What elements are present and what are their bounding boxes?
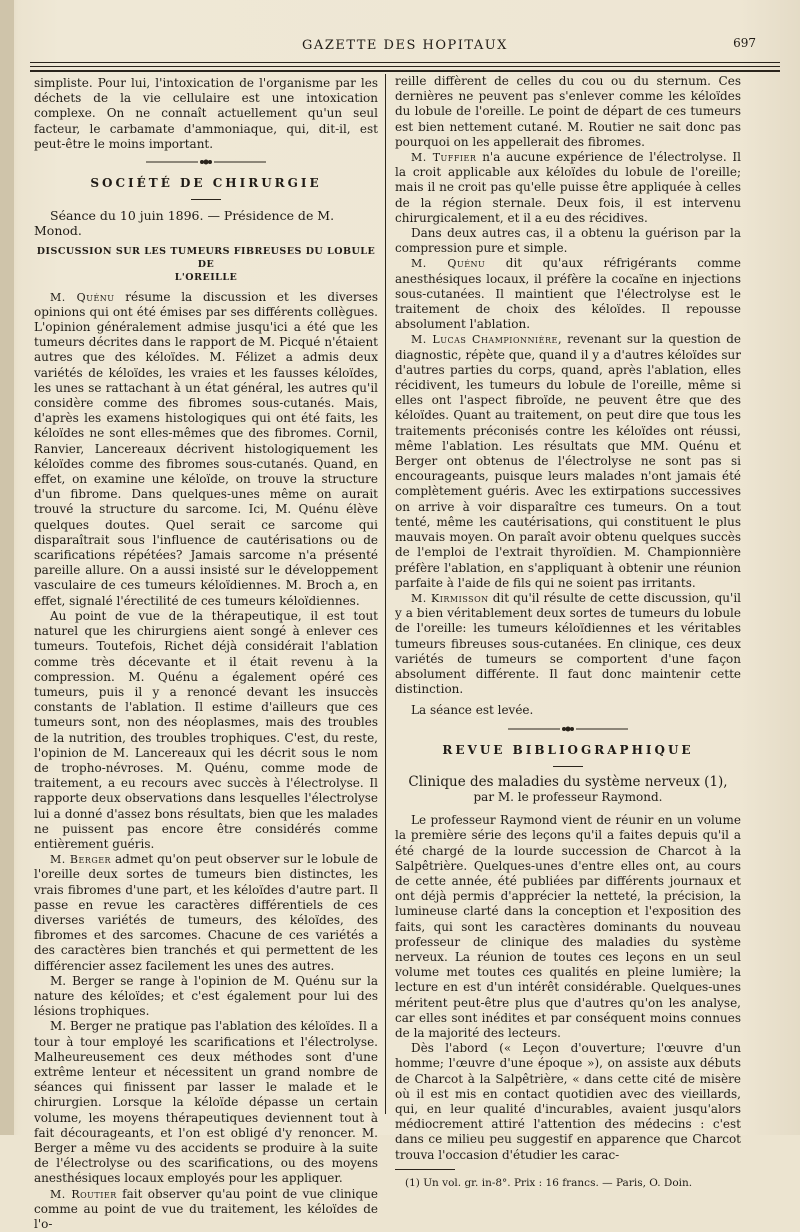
- footnote-rule: [395, 1169, 455, 1170]
- paragraph-review-2: Dès l'abord (« Leçon d'ouverture; l'œuvre d'un homme; l'œuvre d'une époque »), on assiste aux débuts de Charcot à la Salpêtrière, « dans cette cité de misère où il est mis en contact quotidien avec des vieillards, qui, en leur qualité d'incurables, avaient jusqu'alors médiocrement attiré l'attention des médecins : c'est dans ce milieu peu suggestif en apparence que Charcot trouva l'occasion d'étudier les carac-: [395, 1041, 741, 1162]
- header-rule-top: [30, 62, 780, 63]
- paragraph-text: admet qu'on peut observer sur le lobule de l'oreille deux sortes de tumeurs bien distinctes, les vrais fibromes d'une part, et les kéloïdes d'autre part. Il passe en revue les caractères différentiels de ces diverses variétés de tumeurs, des kéloïdes, des fibromes et des sarcomes. Chacune de ces variétés a des caractères bien tranchés et qui permettent de les différencier assez facilement les unes des autres.: [34, 852, 378, 973]
- binding-edge: [0, 0, 14, 1135]
- session-line: Séance du 10 juin 1896. — Présidence de M. Monod.: [34, 208, 335, 239]
- paragraph-kirmisson: [395, 591, 741, 697]
- intro-paragraph: simpliste. Pour lui, l'intoxication de l'organisme par les déchets de la vie cellulaire est une intoxication complexe. On ne connaît actuellement qu'un seul facteur, le carbamate d'ammoniaque, qui, dit-il, est peut-être le moins important.: [34, 76, 378, 151]
- footnote: (1) Un vol. gr. in-8°. Prix : 16 francs. — Paris, O. Doin.: [405, 1176, 693, 1189]
- speaker-name: M. Berger: [50, 853, 112, 867]
- paragraph-seance-levee: La séance est levée.: [411, 703, 534, 718]
- paragraph-routier: [34, 1187, 378, 1232]
- discussion-title-line-2: L'OREILLE: [174, 271, 238, 283]
- speaker-name: M. Lucas Championnière: [411, 333, 558, 347]
- page-number: 697: [733, 36, 756, 50]
- paragraph-berger: [34, 852, 378, 974]
- paragraph-text: , revenant sur la question de diagnostic, répète que, quand il y a d'autres kéloïdes sur d'autres parties du corps, quand, après l'ablation, elles récidivent, les tumeurs du lobule de l'oreille, même si elles ont l'aspect fibroïde, ne peuvent être que des kéloïdes. Quant au traitement, on peut dire que tous les traitements préconisés contre les kéloïdes ont réussi, même l'ablation. Les résultats que MM. Quénu et Berger ont obtenus de l'électrolyse ne sont pas si encourageants, puisque leurs malades n'ont jamais été complètement guéris. Avec les extirpations successives on arrive à voir disparaître ces tumeurs. On a tout tenté, même les cautérisations, qui constituent le plus mauvais moyen. On paraît avoir obtenu quelques succès de l'emploi de l'extrait thyroïdien. M. Championnière préfère l'ablation, en s'appliquant à obtenir une réunion parfaite à l'aide de fils qui ne soient pas irritants.: [395, 332, 741, 590]
- ornament-divider: [34, 156, 378, 170]
- paragraph-text: résume la discussion et les diverses opinions qui ont été émises par ses différents collègues. L'opinion généralement admise jusqu'ici a été que les tumeurs décrites dans le rapport de M. Picqué n'étaient autres que des kéloïdes. M. Félizet a admis deux variétés de kéloïdes, les vraies et les fausses kéloïdes, les unes se rattachant à un état général, les autres qu'il considère comme des fibromes sous-cutanés. Mais, d'après les examens histologiques qui ont été faits, les kéloïdes ne sont elles-mêmes que des fibromes. Cornil, Ranvier, Lancereaux décrivent histologiquement les kéloïdes comme des fibromes sous-cutanés. Quand, en effet, on examine une kéloïde, on trouve la structure d'un fibrome. Dans quelques-unes même on aurait trouvé la structure du sarcome. Ici, M. Quénu élève quelques doutes. Quel serait ce sarcome qui disparaîtrait sous l'influence de cautérisations ou de scarifications répétées? Jamais sarcome n'a présenté pareille allure. On a aussi insisté sur le développement vasculaire de ces tumeurs kéloïdiennes. M. Broch a, en effet, signalé l'érectilité de ces tumeurs kéloïdiennes.: [34, 289, 378, 608]
- section-title-revue: REVUE BIBLIOGRAPHIQUE: [442, 742, 694, 757]
- paragraph-text: n'a aucune expérience de l'électrolyse. Il la croit applicable aux kéloïdes du lobule de l'oreille; mais il ne croit pas qu'elle puisse être appliquée à celles de la région sternale. Deux fois, il est intervenu chirurgicalement, et il a eu des récidives.: [395, 150, 741, 225]
- left-column: [34, 76, 378, 1232]
- paragraph-text: fait observer qu'au point de vue clinique comme au point de vue du traitement, les kéloïdes de l'o-: [34, 1186, 379, 1232]
- ornament-divider: [395, 723, 741, 737]
- column-divider: [385, 74, 386, 1114]
- paragraph-quenu-2: [395, 256, 741, 332]
- paragraph-text: dit qu'aux réfrigérants comme anesthésiques locaux, il préfère la cocaïne en injections sous-cutanées. Il maintient que l'électrolyse est le traitement de choix des kéloïdes. Il repousse absolument l'ablation.: [395, 256, 741, 332]
- book-author: par M. le professeur Raymond.: [473, 789, 663, 804]
- paragraph-berger-opinion: M. Berger se range à l'opinion de M. Quénu sur la nature des kéloïdes; et c'est également pour lui des lésions trophiques.: [34, 973, 378, 1019]
- paragraph-text: dit qu'il résulte de cette discussion, qu'il y a bien véritablement deux sortes de tumeurs du lobule de l'oreille: les tumeurs kéloïdiennes et les véritables tumeurs fibreuses sous-cutanées. En clinique, ces deux variétés de tumeurs se comportent d'une façon absolument différente. Il faut donc maintenir cette distinction.: [395, 590, 742, 697]
- page-header: [30, 36, 780, 58]
- right-column: [395, 74, 741, 1191]
- paragraph-championniere: [395, 332, 741, 590]
- header-rule-bottom: [30, 66, 780, 67]
- paragraph-therapeutique: Au point de vue de la thérapeutique, il est tout naturel que les chirurgiens aient songé à enlever ces tumeurs. Toutefois, Richet déjà considérait l'ablation comme très décevante et il était revenu à la compression. M. Quénu a également opéré ces tumeurs, puis il y a renoncé devant les insuccès constants de l'ablation. Il estime d'ailleurs que ces tumeurs sont, non des néoplasmes, mais des troubles de la nutrition, des troubles trophiques. C'est, du reste, l'opinion de M. Lancereaux qui les décrit sous le nom de tropho-névroses. M. Quénu, comme mode de traitement, a eu recours avec succès à l'électrolyse. Il rapporte deux observations dans lesquelles l'électrolyse lui a donné d'assez bons résultats, bien que les malades ne puissent pas encore être considérés comme entièrement guéris.: [34, 608, 378, 851]
- speaker-name: M. Kirmisson: [411, 591, 489, 605]
- speaker-name: M. Routier: [50, 1187, 117, 1201]
- journal-title: GAZETTE DES HOPITAUX: [302, 38, 508, 53]
- paragraph-quenu: [34, 290, 378, 609]
- speaker-name: M. Tuffier: [411, 151, 477, 165]
- paragraph-review-1: Le professeur Raymond vient de réunir en un volume la première série des leçons qu'il a faites depuis qu'il a été chargé de la lourde succession de Charcot à la Salpêtrière. Quelques-unes d'entre elles ont, au cours de cette année, été publiées par différents journaux et ont déjà permis d'apprécier la netteté, la précision, la lumineuse clarté dans la conception et l'exposition des faits, qui sont les caractères dominants du nouveau professeur de clinique des maladies du système nerveux. La réunion de toutes ces leçons en un seul volume met toutes ces qualités en pleine lumière; la lecture en est d'un intérêt considérable. Quelques-unes méritent peut-être plus que d'autres qu'on les analyse, car elles sont inédites et par conséquent moins connues de la majorité des lecteurs.: [395, 813, 741, 1040]
- paragraph-berger-treatment: M. Berger ne pratique pas l'ablation des kéloïdes. Il a tour à tour employé les scarifications et l'électrolyse. Malheureusement ces deux méthodes sont d'une extrême lenteur et nécessitent un grand nombre de séances qui finissent par lasser le malade et le chirurgien. Lorsque la kéloïde dépasse un certain volume, les moyens thérapeutiques deviennent tout à fait décourageants, et l'on est obligé d'y renoncer. M. Berger a même vu des accidents se produire à la suite de l'électrolyse ou des scarifications, ou des moyens anesthésiques locaux employés pour les appliquer.: [34, 1019, 378, 1186]
- speaker-name: M. Quénu: [50, 290, 115, 304]
- paragraph-compression: Dans deux autres cas, il a obtenu la guérison par la compression pure et simple.: [395, 226, 741, 256]
- book-title: Clinique des maladies du système nerveux (1),: [408, 773, 728, 790]
- section-title-societe: SOCIÉTÉ DE CHIRURGIE: [90, 176, 322, 191]
- discussion-title: [34, 245, 378, 284]
- paragraph-tuffier: [395, 150, 741, 226]
- discussion-title-line-1: DISCUSSION SUR LES TUMEURS FIBREUSES DU LOBULE DE: [36, 245, 376, 270]
- short-rule: [191, 199, 221, 200]
- speaker-name: M. Quénu: [411, 257, 486, 271]
- header-rule-thick: [30, 70, 780, 72]
- paragraph-routier-cont: reille diffèrent de celles du cou ou du sternum. Ces dernières ne peuvent pas s'enlever comme les kéloïdes du lobule de l'oreille. Le point de départ de ces tumeurs est bien nettement cutané. M. Routier ne sait donc pas pourquoi on les appellerait des fibromes.: [395, 74, 741, 149]
- short-rule: [553, 766, 583, 767]
